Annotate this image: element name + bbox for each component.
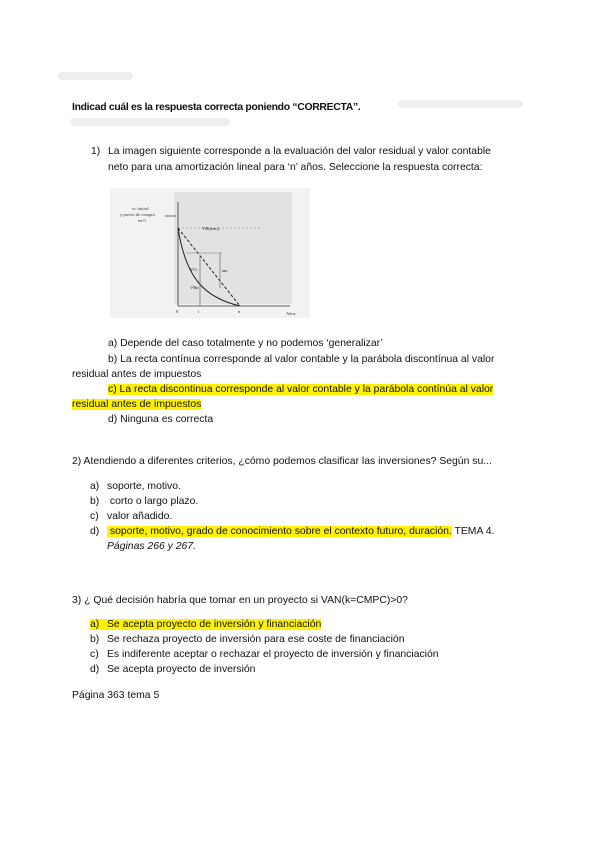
q1-option-c-line2 [72, 397, 201, 413]
q1-stem-line1: La imagen siguiente corresponde a la evaluación del valor residual y valor contable [108, 146, 491, 157]
page-reference-footer: Página 363 tema 5 [72, 690, 160, 701]
erased-mark-left [70, 118, 230, 126]
residual-value-chart [110, 188, 310, 318]
q3-option-b: b) Se rechaza proyecto de inversión para ese coste de financiación [90, 634, 405, 645]
q3-option-c: c) Es indiferente aceptar o rechazar el proyecto de inversión y financiación [90, 649, 439, 660]
q2-option-a: a) soporte, motivo. [90, 481, 181, 492]
x-tick-t: t [198, 309, 200, 314]
label-vc: VCt [190, 267, 198, 272]
q1-option-b-line2: residual antes de impuestos [72, 369, 202, 380]
q3-correct-answer-highlight: a) Se acepta proyecto de inversión y financiación [90, 619, 322, 630]
q1-number: 1) [91, 146, 101, 157]
q3-option-a [90, 617, 321, 633]
q2-correct-answer-highlight: soporte, motivo, grado de conocimiento sobre el contexto futuro, duración. [107, 526, 452, 537]
q1-option-b-line1: b) La recta contínua corresponde al valor contable y la parábola discontínua al valor [108, 354, 495, 365]
q2-option-b: b) corto o largo plazo. [90, 496, 199, 507]
erased-mark-top [58, 72, 133, 80]
q1-option-d: d) Ninguna es correcta [108, 414, 214, 425]
x-tick-n: n [238, 309, 241, 314]
q1-option-a: a) Depende del caso totalmente y no podemos ‘generalizar’ [108, 338, 383, 349]
x-axis-label: Años [286, 311, 296, 316]
q1-option-c-line1 [108, 382, 493, 398]
erased-mark-right [398, 100, 523, 108]
q3-option-d: d) Se acepta proyecto de inversión [90, 664, 256, 675]
q2-option-c: c) valor añadido. [90, 511, 173, 522]
q1-correct-answer-highlight-2: residual antes de impuestos [72, 399, 202, 410]
q2-reference-tema: TEMA 4. [451, 526, 495, 537]
q1-stem-line2: neto para una amortización lineal para ‘n’ años. Seleccione la respuesta correcta: [108, 162, 483, 173]
q3-stem: 3) ¿ Qué decisión habría que tomar en un proyecto si VAN(k=CMPC)>0? [72, 595, 408, 606]
y-label-1: vc inicial [132, 206, 149, 211]
label-am: am [222, 268, 228, 273]
instructions-heading: Indicad cuál es la respuesta correcta poniendo “CORRECTA”. [72, 102, 361, 113]
valuation-figure [110, 188, 310, 318]
y-label-2: y precio de compra [120, 212, 155, 217]
q2-stem: 2) Atendiendo a diferentes criterios, ¿cómo podemos clasificar las inversiones? Según su... [72, 456, 492, 467]
y-label-3: en 0 [138, 218, 146, 223]
label-vr-neto: VR(neto) [202, 226, 219, 231]
q2-reference-pages: Páginas 266 y 267. [107, 541, 196, 552]
q1-correct-answer-highlight: c) La recta discontinua corresponde al valor contable y la parábola contínúa al valor [108, 384, 494, 395]
label-vr-low: VRn [190, 285, 199, 290]
q2-option-d: d) soporte, motivo, grado de conocimiento sobre el contexto futuro, duración. TEMA 4. [90, 526, 495, 537]
x-tick-0: 0 [176, 309, 179, 314]
